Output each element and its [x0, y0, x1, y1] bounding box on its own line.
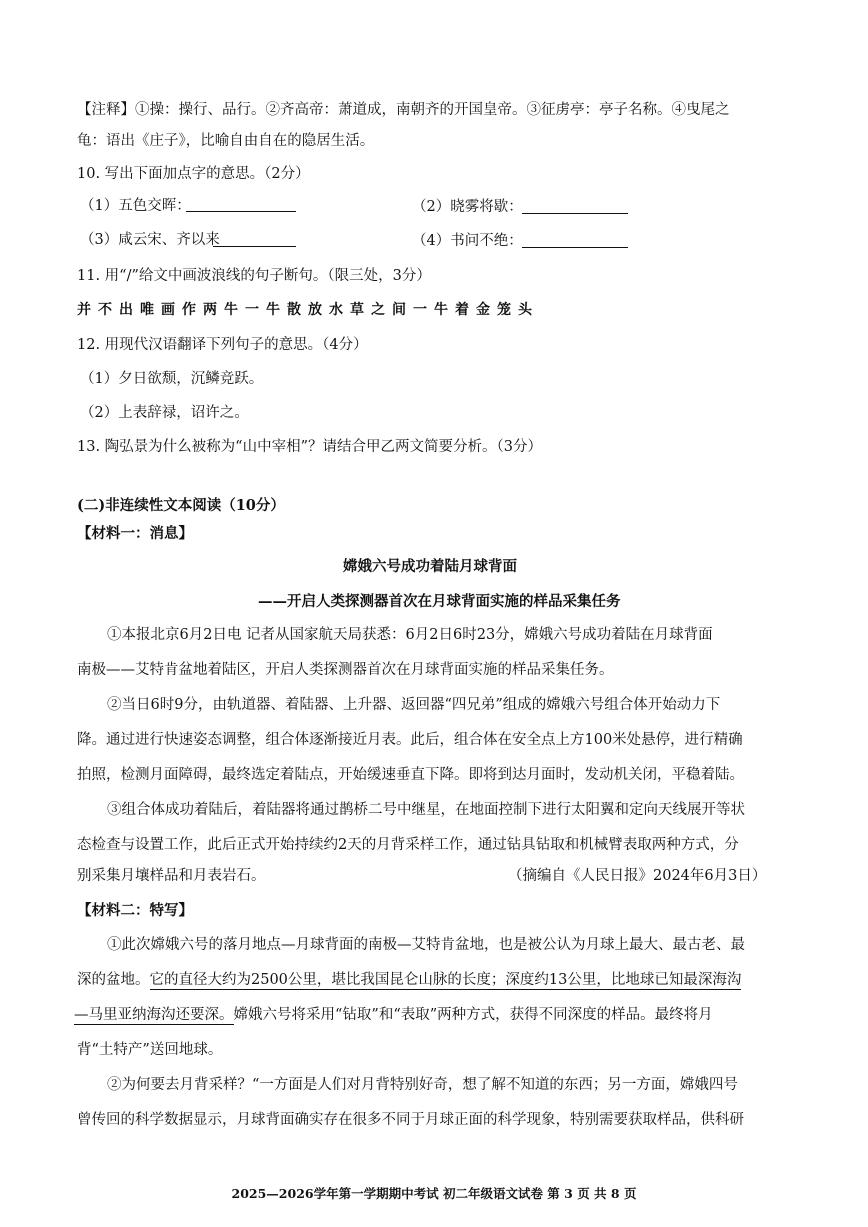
- m2-p2-line-2: 曾传回的科学数据显示，月球背面确实存在很多不同于月球正面的科学现象，特别需要获取样品，供科研: [77, 1112, 744, 1128]
- subheadline: ——开启人类探测器首次在月球背面实施的样品采集任务: [258, 593, 621, 610]
- section2-title: (二)非连续性文本阅读（10分）: [77, 497, 285, 514]
- q10-blank-1[interactable]: [186, 211, 296, 212]
- headline: 嫦娥六号成功着陆月球背面: [343, 558, 517, 575]
- m2-p1-line-3-plain: 嫦娥六号将采用“钻取”和“表取”两种方式，获得不同深度的样品。最终将月: [233, 1007, 713, 1023]
- q12-title: 12. 用现代汉语翻译下列句子的意思。（4分）: [77, 337, 368, 353]
- q10-item-2: （2）晓雾将歇：: [412, 199, 523, 215]
- m2-p1-line-1: ①此次嫦娥六号的落月地点—月球背面的南极—艾特肯盆地，也是被公认为月球上最大、最古老、最: [107, 937, 745, 953]
- m2-p1-underlined-1: 它的直径大约为2500公里，堪比我国昆仑山脉的长度；深度约13公里，比地球已知最深海沟: [149, 972, 742, 988]
- notes-line-1: 【注释】①操：操行、品行。②齐高帝：萧道成，南朝齐的开国皇帝。③征虏亭：亭子名称。④曳尾之: [77, 102, 730, 118]
- material1-label: 【材料一：消息】: [77, 525, 193, 542]
- q12-item-1: （1）夕日欲颓，沉鳞竞跃。: [80, 371, 264, 387]
- q10-item-1: （1）五色交晖：: [80, 198, 191, 214]
- q10-blank-2[interactable]: [522, 213, 628, 214]
- m1-p1-line-2: 南极——艾特肯盆地着陆区，开启人类探测器首次在月球背面实施的样品采集任务。: [77, 662, 614, 678]
- m2-p1-line-3: [74, 1005, 713, 1025]
- m1-p3-line-3: 别采集月壤样品和月表岩石。: [77, 868, 266, 884]
- q13-title: 13. 陶弘景为什么被称为“山中宰相”？请结合甲乙两文简要分析。（3分）: [77, 439, 542, 455]
- m1-p1-line-1: ①本报北京6月2日电 记者从国家航天局获悉：6月2日6时23分，嫦娥六号成功着陆在月球背面: [107, 627, 713, 643]
- source-citation: （摘编自《人民日报》2024年6月3日）: [508, 868, 767, 884]
- m2-p1-line-2-plain: 深的盆地。: [77, 972, 150, 988]
- m1-p3-line-2: 态检查与设置工作，此后正式开始持续约2天的月背采样工作，通过钻具钻取和机械臂表取两种方式，分: [77, 837, 739, 853]
- material2-label: 【材料二：特写】: [77, 902, 193, 919]
- q10-item-3: （3）咸云宋、齐以来: [80, 232, 220, 248]
- m2-p2-line-1: ②为何要去月背采样？“一方面是人们对月背特别好奇，想了解不知道的东西；另一方面，嫦娥四号: [107, 1077, 738, 1093]
- q10-item-4: （4）书问不绝：: [412, 233, 523, 249]
- q10-blank-3[interactable]: [213, 246, 296, 247]
- q10-blank-4[interactable]: [522, 247, 628, 248]
- m1-p3-line-1: ③组合体成功着陆后，着陆器将通过鹊桥二号中继星，在地面控制下进行太阳翼和定向天线展开等状: [107, 802, 745, 818]
- q11-title: 11. 用“/”给文中画波浪线的句子断句。（限三处，3分）: [77, 268, 431, 284]
- q10-title: 10. 写出下面加点字的意思。（2分）: [77, 166, 310, 182]
- q12-item-2: （2）上表辞禄，诏许之。: [80, 405, 249, 421]
- m1-p2-line-3: 拍照，检测月面障碍，最终选定着陆点，开始缓速垂直下降。即将到达月面时，发动机关闭，平稳着陆。: [77, 767, 744, 783]
- page-footer: 2025—2026学年第一学期期中考试 初二年级语文试卷 第 3 页 共 8 页: [231, 1186, 637, 1201]
- m2-p1-underlined-2: —马里亚纳海沟还要深。: [74, 1007, 234, 1023]
- q11-sentence: 并不出唯画作两牛一牛散放水草之间一牛着金笼头: [77, 302, 539, 318]
- m1-p2-line-2: 降。通过进行快速姿态调整，组合体逐渐接近月表。此后，组合体在安全点上方100米处悬停，进行精确: [77, 732, 743, 748]
- m2-p1-line-4: 背“土特产”送回地球。: [77, 1042, 223, 1058]
- m2-p1-line-2: [77, 970, 741, 990]
- notes-line-2: 龟：语出《庄子》，比喻自由自在的隐居生活。: [77, 133, 375, 149]
- m1-p2-line-1: ②当日6时9分，由轨道器、着陆器、上升器、返回器“四兄弟”组成的嫦娥六号组合体开始动力下: [107, 697, 721, 713]
